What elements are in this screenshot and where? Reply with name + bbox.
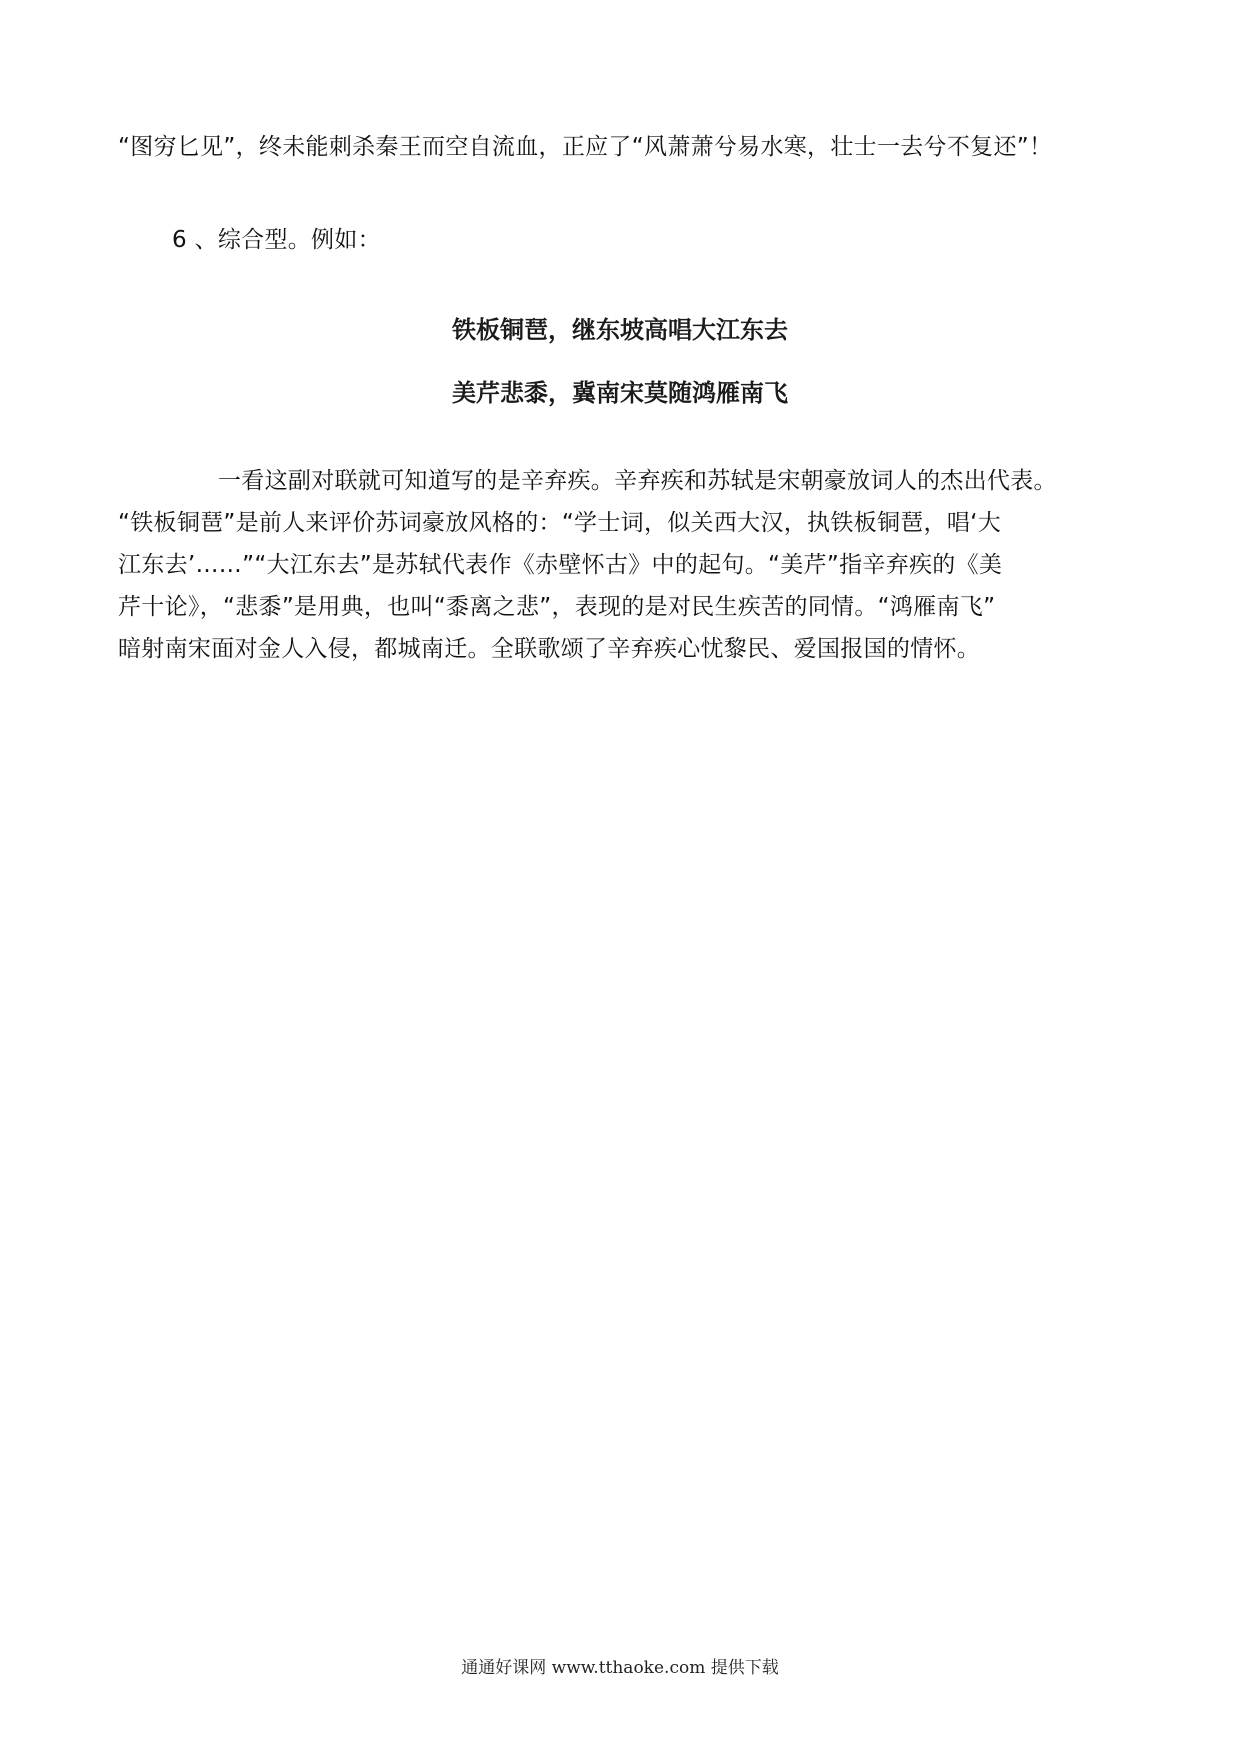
couplet-lower: 美芹悲黍，冀南宋莫随鸿雁南飞 (452, 379, 788, 407)
paragraph-line: 芹十论》，“悲黍”是用典，也叫“黍离之悲”，表现的是对民生疾苦的同情。“鸿雁南飞” (118, 594, 996, 620)
footer-source: 通通好课网 www.tthaoke.com 提供下载 (461, 1658, 779, 1678)
section-heading: 6 、综合型。例如： (172, 227, 381, 253)
explanation-paragraph (118, 460, 1128, 670)
paragraph-line: 暗射南宋面对金人入侵，都城南迁。全联歌颂了辛弃疾心忧黎民、爱国报国的情怀。 (118, 636, 981, 662)
paragraph-line: “铁板铜琶”是前人来评价苏词豪放风格的：“学士词，似关西大汉，执铁板铜琶，唱‘大 (118, 510, 1002, 536)
paragraph-line: 江东去’……”“大江东去”是苏轼代表作《赤壁怀古》中的起句。“美芹”指辛弃疾的《美 (118, 552, 1003, 578)
paragraph-line: 一看这副对联就可知道写的是辛弃疾。辛弃疾和苏轼是宋朝豪放词人的杰出代表。 (218, 468, 1057, 494)
couplet-upper: 铁板铜琶，继东坡高唱大江东去 (452, 316, 788, 344)
text-line-quote: “图穷匕见”，终未能刺杀秦王而空自流血，正应了“风萧萧兮易水寒，壮士一去兮不复还”！ (118, 134, 1053, 160)
